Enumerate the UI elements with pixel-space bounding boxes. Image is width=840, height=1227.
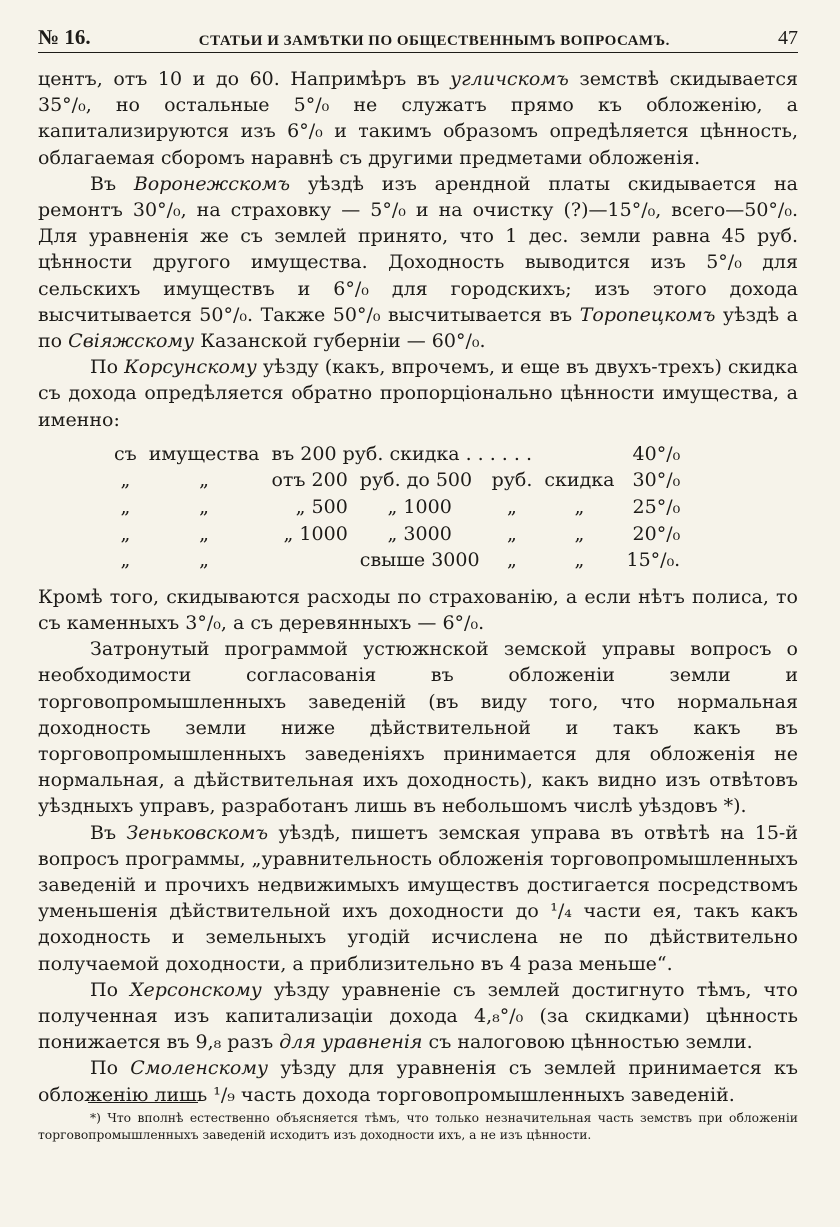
issue-number: № 16.	[38, 25, 91, 49]
paragraph-5: Затронутый программой устюжнской земской управы вопросъ о необходимости согласованія въ обложеніи земли и торговопромышленныхъ заведеній (въ виду того, что нормальная доходность земли ниже дѣйствительной и такъ какъ въ торговопромышленныхъ заведеніяхъ принимается для обложенія не нормальная, а дѣйствительная ихъ доходность), какъ видно изъ отвѣтовъ уѣздныхъ управъ, разработанъ лишь въ небольшомъ числѣ уѣздовъ *).	[38, 638, 798, 818]
table-row: съ имущества въ 200 руб. скидка . . . . . . 40°/₀	[114, 442, 681, 465]
paragraph-3: По Корсунскому уѣзду (какъ, впрочемъ, и еще въ двухъ-трехъ) скидка съ дохода опредѣляется обратно пропорціонально цѣнности имущества, а именно:	[38, 356, 798, 431]
footnote: *) Что вполнѣ естественно объясняется тѣмъ, что только незначительная часть земствъ при обложеніи торговопромышленныхъ заведеній исходитъ изъ доходности ихъ, а не изъ цѣнности.	[38, 1111, 798, 1142]
page-number: 47	[778, 27, 798, 49]
paragraph-7: По Херсонскому уѣзду уравненіе съ землей достигнуто тѣмъ, что полученная изъ капитализаціи дохода 4,₈°/₀ (за скидками) цѣнность понижается въ 9,₈ разъ для уравненія съ налоговою цѣнностью земли.	[38, 978, 798, 1054]
page-header	[38, 22, 798, 50]
paragraph-1: центъ, отъ 10 и до 60. Напримѣръ въ угличскомъ земствѣ скидывается 35°/₀, но остальные 5°/₀ не служатъ прямо къ обложенію, а капитализируются изъ 6°/₀ и такимъ образомъ опредѣляется цѣнность, облагаемая сборомъ наравнѣ съ другими предметами обложенія.	[38, 68, 798, 169]
footnote-rule	[88, 1102, 198, 1103]
paragraph-4: Кромѣ того, скидываются расходы по страхованію, а если нѣтъ полиса, то съ каменныхъ 3°/₀, а съ деревянныхъ — 6°/₀.	[38, 585, 798, 635]
header-rule	[38, 52, 798, 53]
table-row: „ „ „ 500 „ 1000 „ „ 25°/₀	[120, 496, 681, 519]
article-body	[38, 66, 798, 1108]
table-row: „ „ отъ 200 руб. до 500 руб. скидка 30°/₀	[120, 469, 681, 492]
discount-table	[108, 441, 686, 574]
paragraph-6: Въ Зеньковскомъ уѣздѣ, пишетъ земская управа въ отвѣтѣ на 15-й вопросъ программы, „уравнительность обложенія торговопромышленныхъ заведеній и прочихъ недвижимыхъ имуществъ достигается посредствомъ уменьшенія дѣйствительной ихъ доходности до ¹/₄ части ея, такъ какъ доходность и земельныхъ угодій исчислена не по дѣйствительно получаемой доходности, а приблизительно въ 4 раза меньше“.	[38, 821, 798, 975]
table-row: „ „ „ 1000 „ 3000 „ „ 20°/₀	[120, 522, 681, 545]
table-row: „ „ свыше 3000 „ „ 15°/₀.	[120, 549, 681, 572]
paragraph-8: По Смоленскому уѣзду для уравненія съ землей принимается къ обложенію лишь ¹/₉ часть дохода торговопромышленныхъ заведеній.	[38, 1057, 798, 1106]
paragraph-2: Въ Воронежскомъ уѣздѣ изъ арендной платы скидывается на ремонтъ 30°/₀, на страховку — 5°/₀ и на очистку (?)—15°/₀, всего—50°/₀. Для уравненія же съ землей принято, что 1 дес. земли равна 45 руб. цѣнности другого имущества. Доходность выводится изъ 5°/₀ для сельскихъ имуществъ и 6°/₀ для городскихъ; изъ этого дохода высчитывается 50°/₀. Также 50°/₀ высчитывается въ Торопецкомъ уѣздѣ а по Свіяжскому Казанской губерніи — 60°/₀.	[38, 172, 798, 353]
running-title: СТАТЬИ И ЗАМѢТКИ ПО ОБЩЕСТВЕННЫМЪ ВОПРОСАМЪ.	[198, 33, 670, 49]
